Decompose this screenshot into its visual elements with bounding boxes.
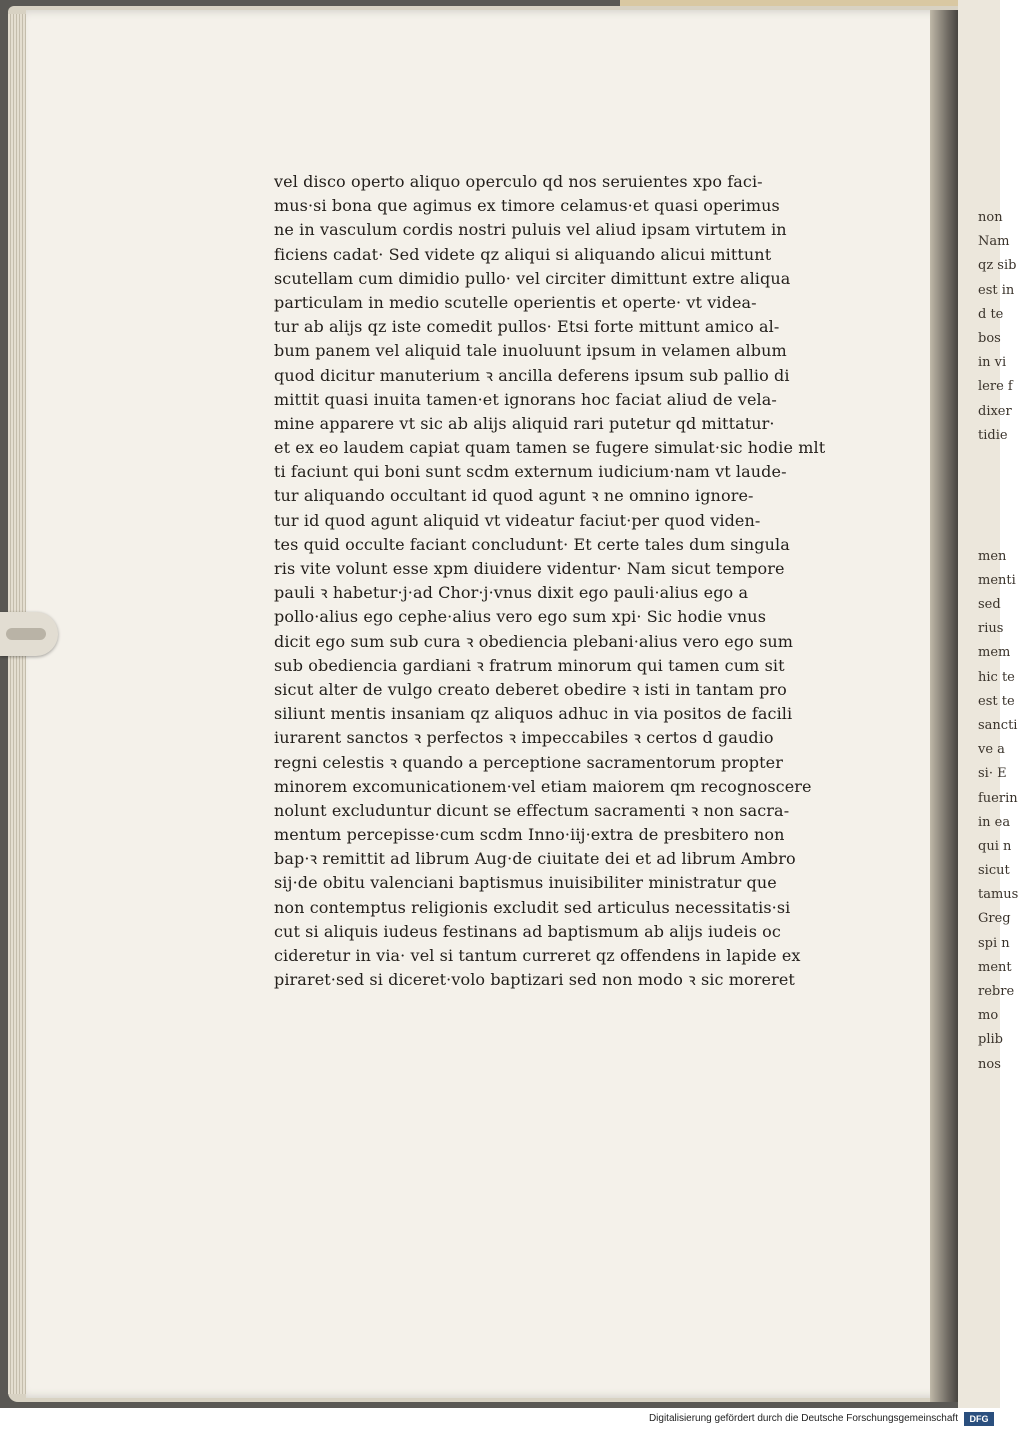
right-page-line: sicut [978, 863, 1010, 879]
right-page-line: tamus [978, 887, 1018, 903]
footer-bar [0, 1408, 1000, 1430]
text-line: mittit quasi inuita tamen·et ignorans hoc faciat aliud de vela- [274, 389, 777, 409]
right-page-line [978, 448, 1000, 472]
right-page-line: bos [978, 330, 1001, 346]
right-page-line: sed [978, 597, 1001, 612]
right-page-line: rius [978, 621, 1004, 637]
right-page-line: sancti [978, 717, 1018, 733]
right-page-line: ment [978, 959, 1012, 975]
text-line: regni celestis ꝛ quando a perceptione sacramentorum propter [274, 752, 783, 772]
text-line: ti faciunt qui boni sunt scdm externum iudicium·nam vt laude- [274, 462, 787, 482]
main-text-block [274, 170, 884, 990]
text-line: sicut alter de vulgo creato deberet obedire ꝛ isti in tantam pro [274, 679, 787, 699]
right-page-line: in ea [978, 814, 1011, 830]
dfg-logo: DFG [964, 1412, 994, 1426]
text-line: particulam in medio scutelle operientis et operte· vt videa- [274, 292, 757, 312]
text-line: tur ab alijs qz iste comedit pullos· Etsi forte mittunt amico al- [274, 317, 780, 337]
text-line: bap·ꝛ remittit ad librum Aug·de ciuitate dei et ad librum Ambro [274, 849, 796, 869]
right-page-line: mo [978, 1008, 999, 1024]
text-line: dicit ego sum sub cura ꝛ obediencia plebani·alius vero ego sum [274, 631, 794, 651]
text-line: non contemptus religionis excludit sed articulus necessitatis·si [274, 897, 791, 917]
text-line: mentum percepisse·cum scdm Inno·iij·extra de presbitero non [274, 825, 785, 845]
right-page-line: mem [978, 645, 1011, 661]
text-line: quod dicitur manuterium ꝛ ancilla deferens ipsum sub pallio di [274, 365, 790, 385]
right-page-line: dixer [978, 403, 1012, 419]
page-marker-tab [0, 612, 58, 656]
text-line: sub obediencia gardiani ꝛ fratrum minorum qui tamen cum sit [274, 655, 785, 675]
text-line: scutellam cum dimidio pullo· vel circiter dimittunt extre aliqua [274, 268, 791, 288]
text-line: pauli ꝛ habetur·j·ad Chor·j·vnus dixit ego pauli·alius ego a [274, 583, 749, 603]
right-page-line: qz sib [978, 258, 1017, 274]
right-page-line: men [978, 548, 1007, 564]
text-line: ficiens cadat· Sed videte qz aliqui si aliquando alicui mittunt [274, 244, 772, 264]
text-line: tes quid occulte faciant concludunt· Et certe tales dum singula [274, 534, 790, 554]
text-line: tur aliquando occultant id quod agunt ꝛ ne omnino ignore- [274, 486, 754, 506]
right-page-line: Greg [978, 911, 1011, 927]
text-line: nolunt excluduntur dicunt se effectum sacramenti ꝛ non sacra- [274, 800, 790, 820]
text-line: cideretur in via· vel si tantum curreret qz offendens in lapide ex [274, 946, 801, 965]
right-page-line: in vi [978, 355, 1007, 371]
text-line: siliunt mentis insaniam qz aliquos adhuc in via positos de facili [274, 704, 793, 724]
footer-credit: Digitalisierung gefördert durch die Deutsche Forschungsgemeinschaft [648, 1413, 958, 1424]
right-page-line [978, 496, 1000, 520]
text-line: tur id quod agunt aliquid vt videatur faciut·per quod viden- [274, 510, 761, 530]
right-page-line: non [978, 210, 1003, 225]
text-line: pollo·alius ego cephe·alius vero ego sum xpi· Sic hodie vnus [274, 607, 767, 627]
right-page-line: lere f [978, 379, 1013, 395]
text-line: bum panem vel aliquid tale inuoluunt ipsum in velamen album [274, 341, 787, 361]
right-page-line: Nam [978, 234, 1010, 250]
page-edges [8, 14, 26, 1394]
book-gutter [930, 10, 960, 1402]
text-line: ris vite volunt esse xpm diuidere videntur· Nam sicut tempore [274, 559, 785, 578]
text-line: et ex eo laudem capiat quam tamen se fugere simulat·sic hodie mlt [274, 438, 826, 458]
text-line: minorem excomunicationem·vel etiam maiorem qm recognoscere [274, 776, 812, 796]
right-page-line: est te [978, 693, 1015, 709]
right-page-line: menti [978, 572, 1016, 588]
text-line: sij·de obitu valenciani baptismus inuisibiliter ministratur que [274, 873, 777, 893]
right-page-line [978, 472, 1000, 496]
text-line: cut si aliquis iudeus festinans ad baptismum ab alijs iudeis oc [274, 921, 781, 941]
right-page-line: fuerin [978, 790, 1018, 806]
tab-slot [6, 628, 46, 640]
text-line: mine apparere vt sic ab alijs aliquid rari putetur qd mittatur· [274, 413, 775, 433]
right-page-line: qui n [978, 838, 1012, 854]
text-line: ne in vasculum cordis nostri puluis vel aliud ipsam virtutem in [274, 220, 787, 240]
text-line: mus·si bona que agimus ex timore celamus·et quasi operimus [274, 196, 780, 216]
right-page-line: hic te [978, 669, 1015, 685]
right-page-line: rebre [978, 984, 1015, 999]
text-line: iurarent sanctos ꝛ perfectos ꝛ impeccabiles ꝛ certos d gaudio [274, 728, 774, 748]
right-page-line: spi n [978, 935, 1010, 951]
right-page-line: est in [978, 282, 1015, 298]
right-page-line: tidie [978, 427, 1008, 443]
text-line: vel disco operto aliquo operculo qd nos seruientes xpo faci- [274, 172, 763, 191]
right-page-line: d te [978, 306, 1004, 322]
text-line: piraret·sed si diceret·volo baptizari sed non modo ꝛ sic moreret [274, 970, 795, 990]
right-page-line: ve a [978, 742, 1005, 758]
right-page-text-fragments [978, 206, 1018, 1072]
right-page-line: plib [978, 1032, 1003, 1048]
right-page-line: nos [978, 1056, 1001, 1072]
right-page-line: si· E [978, 766, 1007, 782]
right-page-line [978, 520, 1000, 544]
